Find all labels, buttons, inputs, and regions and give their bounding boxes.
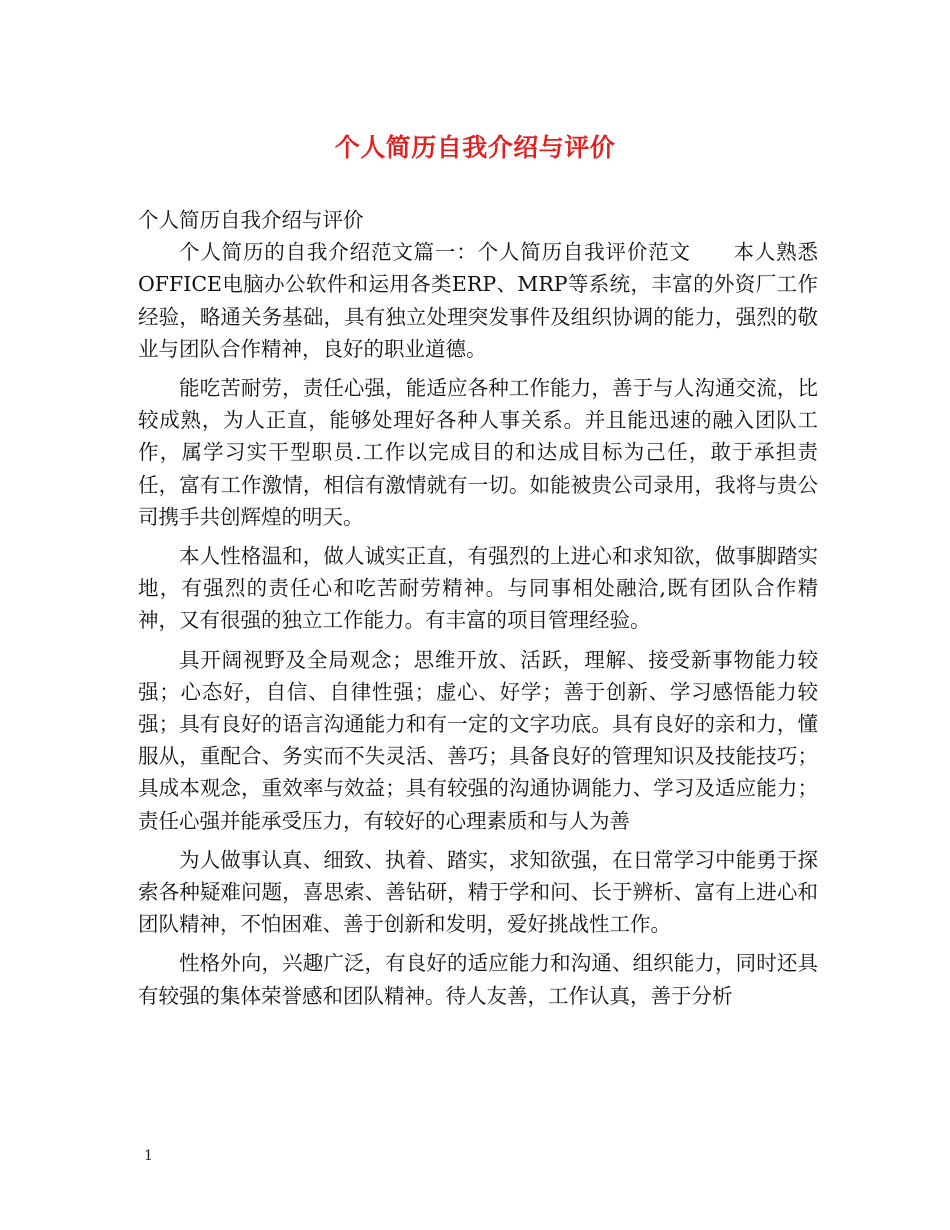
paragraph-6: 性格外向，兴趣广泛，有良好的适应能力和沟通、组织能力，同时还具有较强的集体荣誉感和团队精神。待人友善，工作认真，善于分析 (138, 951, 818, 1008)
document-body (138, 204, 818, 1019)
paragraph-2: 能吃苦耐劳，责任心强，能适应各种工作能力，善于与人沟通交流，比较成熟，为人正直，能够处理好各种人事关系。并且能迅速的融入团队工作，属学习实干型职员.工作以完成目的和达成目标为己任，敢于承担责任，富有工作激情，相信有激情就有一切。如能被贵公司录用，我将与贵公司携手共创辉煌的明天。 (138, 376, 818, 529)
paragraph-1: 个人简历的自我介绍范文篇一：个人简历自我评价范文 本人熟悉OFFICE电脑办公软件和运用各类ERP、MRP等系统，丰富的外资厂工作经验，略通关务基础，具有独立处理突发事件及组织协调的能力，强烈的敬业与团队合作精神，良好的职业道德。 (138, 240, 818, 361)
document-title: 个人简历自我介绍与评价 (334, 133, 616, 162)
page-number: 1 (144, 1148, 153, 1164)
document-subtitle: 个人简历自我介绍与评价 (138, 208, 364, 232)
paragraph-4: 具开阔视野及全局观念；思维开放、活跃，理解、接受新事物能力较强；心态好，自信、自律性强；虚心、好学；善于创新、学习感悟能力较强；具有良好的语言沟通能力和有一定的文字功底。具有良好的亲和力，懂服从，重配合、务实而不失灵活、善巧；具备良好的管理知识及技能技巧；具成本观念，重效率与效益；具有较强的沟通协调能力、学习及适应能力；责任心强并能承受压力，有较好的心理素质和与人为善 (138, 647, 818, 833)
paragraph-3: 本人性格温和，做人诚实正直，有强烈的上进心和求知欲，做事脚踏实地，有强烈的责任心和吃苦耐劳精神。与同事相处融洽,既有团队合作精神，又有很强的独立工作能力。有丰富的项目管理经验。 (138, 544, 818, 633)
paragraph-5: 为人做事认真、细致、执着、踏实，求知欲强，在日常学习中能勇于探索各种疑难问题，喜思索、善钻研，精于学和问、长于辨析、富有上进心和团队精神，不怕困难、善于创新和发明，爱好挑战性工作。 (138, 847, 818, 937)
